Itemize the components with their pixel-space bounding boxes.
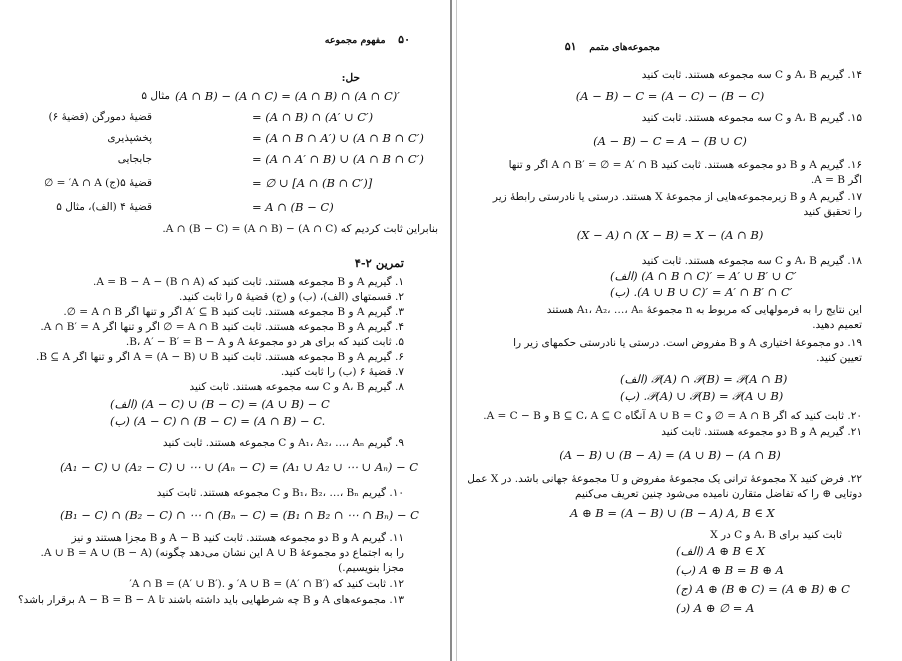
- exercise-line: ۱۸. گیریم A، B و C سه مجموعه هستند. ثابت کنید: [641, 255, 862, 267]
- proof-conclusion: بنابراین ثابت کردیم که A ∩ (B − C) = (A ∩ B) − (A ∩ C).: [162, 223, 438, 235]
- exercise-line: ۸. گیریم A، B و C سه مجموعه هستند. ثابت کنید: [189, 381, 404, 393]
- exercise-line: ۲. قسمتهای (الف)، (ب) و (ج) قضیهٔ ۵ را ثابت کنید.: [178, 291, 404, 303]
- exercise-line: ۱۴. گیریم A، B و C سه مجموعه هستند. ثابت کنید: [641, 69, 862, 81]
- right-page-title: مجموعه‌های متمم: [589, 42, 660, 53]
- exercise-equation: (د) A ⊕ ∅ = A: [676, 601, 755, 615]
- exercise-line: ۲۰. ثابت کنید که اگر A ∩ B = ∅ و A ∪ B = C آنگاه B ⊆ C، A ⊆ C و A = C − B.: [483, 410, 862, 422]
- proof-reason: قضیهٔ ۵(ج) A ∩ A′ = ∅: [44, 177, 152, 189]
- exercise-equation: (ب) A ⊕ B = B ⊕ A: [676, 563, 784, 577]
- exercise-line: مجزا بنویسیم.): [338, 562, 404, 574]
- proof-expr: = (A ∩ B ∩ A′) ∪ (A ∩ B ∩ C′): [252, 131, 424, 145]
- exercise-line: ۱. گیریم A و B مجموعه هستند. ثابت کنید که (B ∩ A) − A = B − A.: [93, 276, 404, 288]
- exercise-line: ۱۳. مجموعه‌های A و B چه شرطهایی باید داشته باشند تا A − B = B − A برقرار باشد؟: [18, 594, 404, 606]
- exercise-equation: (X − A) ∩ (X − B) = X − (A ∩ B): [576, 228, 764, 242]
- exercise-line: ۷. قضیهٔ ۶ (ب) را ثابت کنید.: [280, 366, 404, 378]
- left-header: [250, 33, 410, 48]
- exercise-equation: (A − B) ∪ (B − A) = (A ∪ B) − (A ∩ B): [559, 448, 781, 462]
- exercise-line: ۱۵. گیریم A، B و C سه مجموعه هستند. ثابت کنید: [641, 112, 862, 124]
- exercise-equation: (A₁ − C) ∪ (A₂ − C) ∪ ⋯ ∪ (Aₙ − C) = (A₁ ∪ A₂ ∪ ⋯ ∪ Aₙ) − C: [60, 460, 419, 474]
- proof-expr: = (A ∩ A′ ∩ B) ∪ (A ∩ B ∩ C′): [252, 152, 424, 166]
- exercise-line: ۶. گیریم A و B مجموعه هستند. ثابت کنید A = (A − B) ∪ B اگر و تنها اگر B ⊆ A.: [35, 351, 404, 363]
- right-page-number: ۵۱: [564, 40, 577, 53]
- exercise-line: ۱۲. ثابت کنید که A ∪ B = (A′ ∩ B′)′ و .A ∩ B = (A′ ∪ B′)′: [129, 578, 404, 590]
- exercise-equation: (ب) .𝒫(A) ∪ 𝒫(B) = 𝒫(A ∪ B): [620, 389, 784, 403]
- exercise-line: .A ∪ B = A ∪ (B − A) (این نشان می‌دهد چگونه A ∪ B را به اجتماع دو مجموعهٔ: [40, 547, 404, 559]
- exercise-line: ۲۲. فرض کنید X مجموعهٔ ترانی یک مجموعهٔ مفروض و U مجموعهٔ جهانی باشد. در X عمل: [467, 473, 862, 485]
- exercise-equation: (ب) .(A ∪ B ∪ C)′ = A′ ∩ B′ ∩ C′: [610, 285, 793, 299]
- exercise-line: ۹. گیریم A₁، A₂، …، Aₙ و C مجموعه هستند. ثابت کنید: [162, 437, 404, 449]
- exercise-equation: (الف) (A ∩ B ∩ C)′ = A′ ∪ B′ ∪ C′: [610, 269, 797, 283]
- exercise-equation: A ⊕ B = (A − B) ∪ (B − A) A, B ∈ X: [570, 506, 775, 520]
- exercise-equation: (الف) (A − C) ∪ (B − C) = (A ∪ B) − C: [110, 397, 330, 411]
- exercise-equation: (الف) 𝒫(A) ∩ 𝒫(B) = 𝒫(A ∩ B): [620, 372, 788, 386]
- page-gutter-shadow: [456, 0, 457, 661]
- proof-expr: = A ∩ (B − C): [252, 200, 334, 214]
- exercise-line: ۲۱. گیریم A و B دو مجموعه هستند. ثابت کنید: [661, 426, 862, 438]
- right-header: [520, 40, 660, 55]
- exercise-line: ۱۶. گیریم A و B دو مجموعه هستند. ثابت کنید A ∩ B′ = ∅ = A′ ∩ B اگر و تنها: [508, 159, 862, 171]
- proof-reason: پخشپذیری: [107, 132, 152, 144]
- proof-expr: = ∅ ∪ [A ∩ (B ∩ C′)]: [252, 176, 373, 190]
- solution-label: حل:: [341, 72, 360, 84]
- exercise-title: تمرین ۲-۴: [354, 256, 404, 270]
- exercise-line: ۱۱. گیریم A و B دو مجموعه هستند. ثابت کنید A − B و B مجزا هستند و نیز: [71, 532, 404, 544]
- exercise-line: این نتایج را به فرمولهایی که مربوط به n مجموعهٔ A₁، A₂، …، Aₙ هستند: [546, 304, 862, 316]
- exercise-line: ۳. گیریم A و B مجموعه هستند. ثابت کنید A′ ⊆ B اگر و تنها اگر A ∩ B = ∅.: [63, 306, 404, 318]
- page-gutter: [450, 0, 452, 661]
- proof-expr: (A ∩ B) − (A ∩ C) = (A ∩ B) ∩ (A ∩ C)′: [175, 89, 400, 103]
- proof-reason: مثال ۵: [141, 90, 170, 102]
- exercise-line: را تحقیق کنید: [803, 206, 862, 218]
- exercise-equation: (A − B) − C = A − (B ∪ C): [593, 134, 747, 148]
- exercise-equation: (الف) A ⊕ B ∈ X: [676, 544, 765, 558]
- left-page-number: ۵۰: [398, 33, 410, 46]
- exercise-line: تعیین کنید.: [816, 352, 862, 364]
- exercise-line: ۴. گیریم A و B مجموعه هستند. ثابت کنید A ∩ B = ∅ اگر و تنها اگر A ∩ B′ = A.: [40, 321, 404, 333]
- exercise-line: ثابت کنید برای A، B و C در X: [710, 529, 842, 541]
- proof-reason: قضیهٔ دمورگن (قضیهٔ ۶): [48, 111, 152, 123]
- exercise-line: تعمیم دهید.: [812, 319, 862, 331]
- exercise-line: ۱۷. گیریم A و B زیرمجموعه‌هایی از مجموعهٔ X هستند. درستی یا نادرستی رابطهٔ زیر: [492, 191, 862, 203]
- left-page-title: مفهوم مجموعه: [324, 35, 386, 46]
- proof-expr: = (A ∩ B) ∩ (A′ ∪ C′): [252, 110, 374, 124]
- proof-reason: قضیهٔ ۴ (الف)، مثال ۵: [56, 201, 152, 213]
- exercise-line: دوتایی ⊕ را که تفاضل متقارن نامیده می‌شود چنین تعریف می‌کنیم: [574, 488, 862, 500]
- proof-reason: جابجایی: [117, 153, 152, 165]
- exercise-equation: (ج) A ⊕ (B ⊕ C) = (A ⊕ B) ⊕ C: [676, 582, 850, 596]
- exercise-line: ۱۰. گیریم B₁، B₂، …، Bₙ و C مجموعه هستند. ثابت کنید: [156, 487, 404, 499]
- exercise-equation: (A − B) − C = (A − C) − (B − C): [575, 89, 765, 103]
- exercise-equation: (B₁ − C) ∩ (B₂ − C) ∩ ⋯ ∩ (Bₙ − C) = (B₁ ∩ B₂ ∩ ⋯ ∩ Bₙ) − C: [60, 508, 419, 522]
- exercise-line: ۵. ثابت کنید که برای هر دو مجموعهٔ A و B، A′ − B′ = B − A.: [125, 336, 404, 348]
- exercise-line: ۱۹. دو مجموعهٔ اختیاری A و B مفروض است. درستی یا نادرستی حکمهای زیر را: [513, 337, 862, 349]
- exercise-line: اگر A = B.: [810, 174, 862, 186]
- left-page: [0, 0, 448, 661]
- exercise-equation: (ب) (A − C) ∩ (B − C) = (A ∩ B) − C.: [110, 414, 326, 428]
- right-page: [460, 0, 902, 661]
